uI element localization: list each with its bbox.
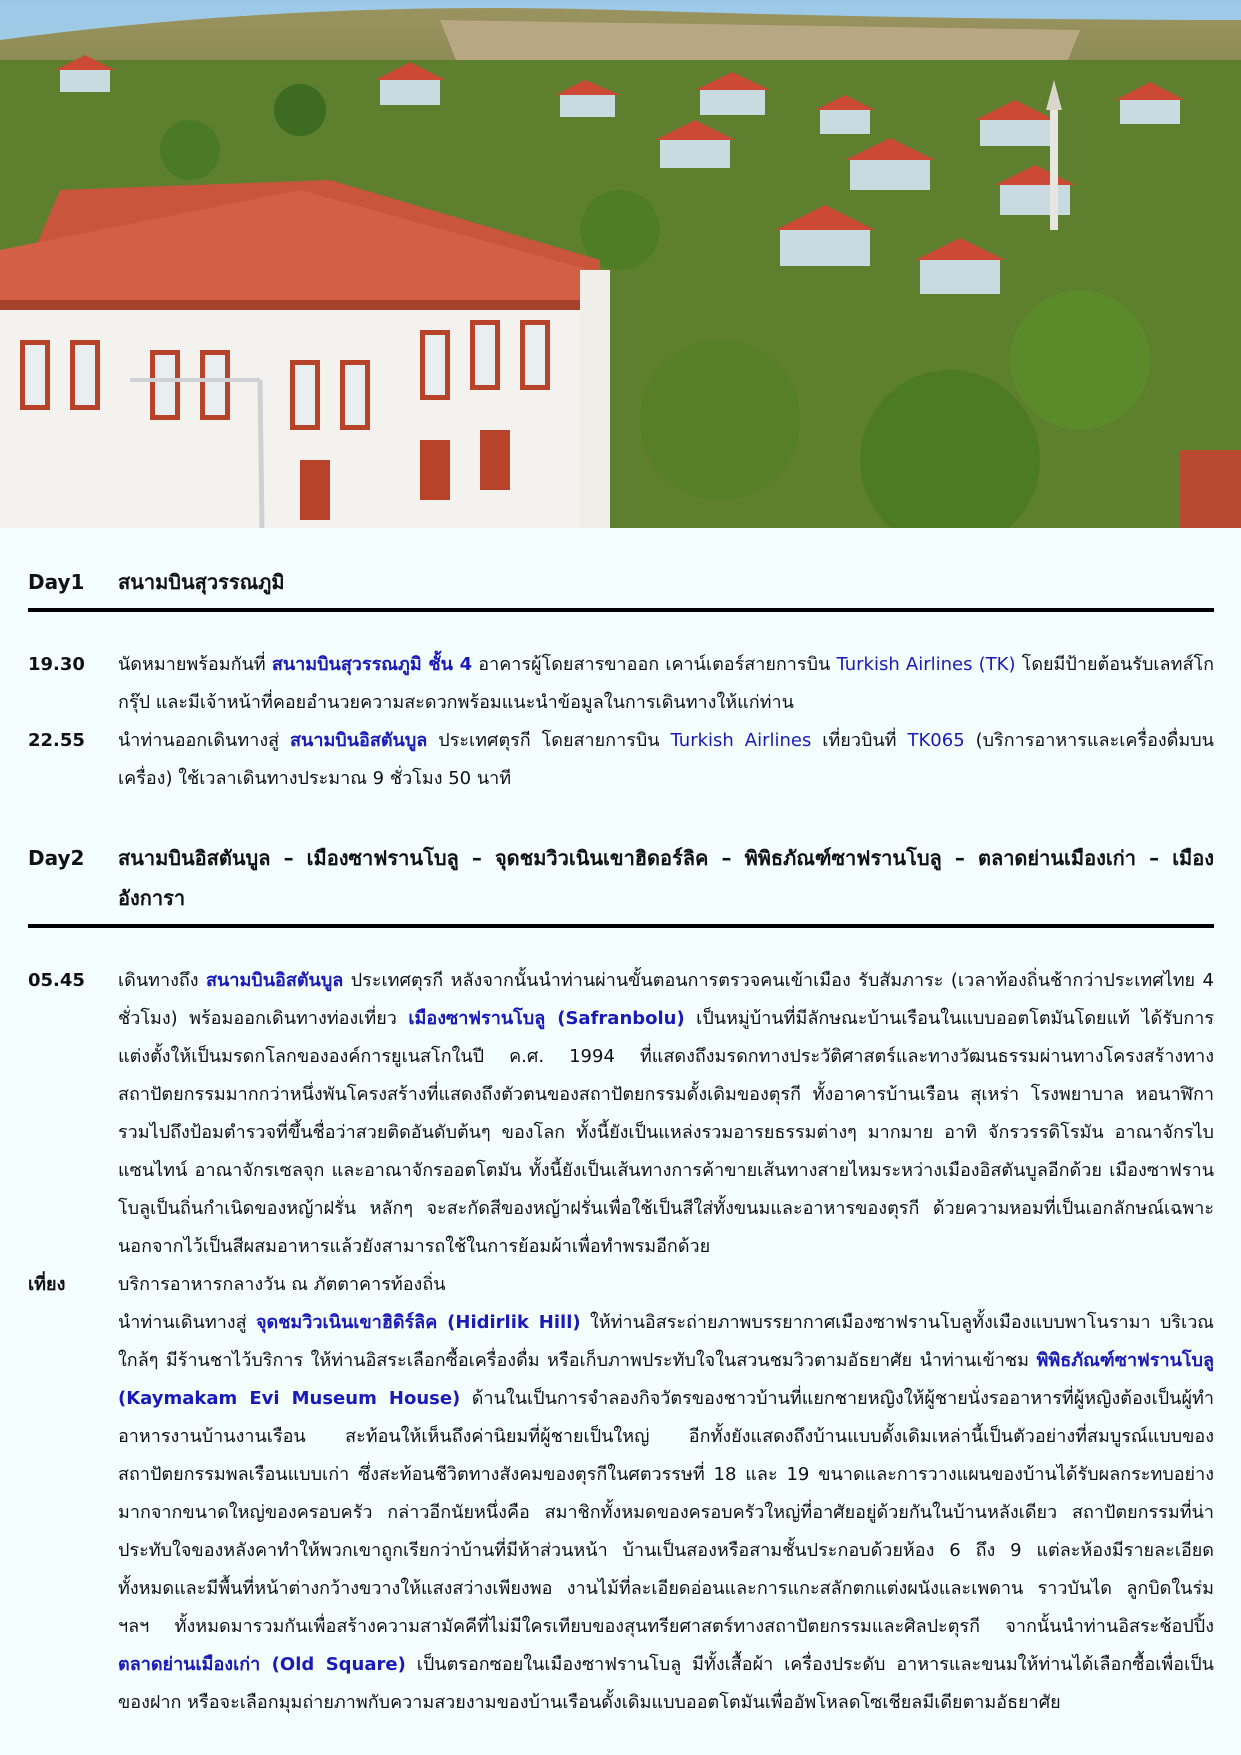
day2-label: Day2 [28, 846, 85, 870]
day2-header [28, 838, 1214, 918]
entry-time: เที่ยง [28, 1274, 66, 1295]
highlighted-place: สนามบินอิสตันบูล [290, 730, 428, 751]
itinerary-entry [28, 1266, 1214, 1304]
day1-title: สนามบินสุวรรณภูมิ [118, 570, 285, 594]
entry-text-segment: บริการอาหารกลางวัน ณ ภัตตาคารท้องถิ่น [118, 1274, 446, 1295]
itinerary-entry [28, 646, 1214, 722]
entry-text-segment: โดยมีป้ายต้อนรับเลทส์โกกรุ๊ป และมีเจ้าหน้าที่คอยอำนวยความสะดวกพร้อมแนะนำข้อมูลในการเดินทางให้แก่ท่าน [118, 654, 1215, 713]
highlighted-airline-info: TK065 [907, 730, 965, 751]
entry-text-segment: ประเทศตุรกี โดยสายการบิน [427, 730, 671, 751]
highlighted-airline-info: Turkish Airlines (TK) [836, 654, 1016, 675]
itinerary-entry [28, 962, 1214, 1266]
highlighted-place: จุดชมวิวเนินเขาฮิดิร์ลิค (Hidirlik Hill) [255, 1312, 581, 1333]
entry-text-segment: นัดหมายพร้อมกันที่ [118, 654, 272, 675]
entry-text-segment: (บริการอาหารและเครื่องดื่มบนเครื่อง) ใช้เวลาเดินทางประมาณ 9 ชั่วโมง 50 นาที [118, 730, 1214, 789]
entry-time: 19.30 [28, 654, 85, 675]
safranbolu-hero-image [0, 0, 1241, 528]
day1-entries [28, 646, 1214, 798]
entry-text [118, 1266, 1214, 1304]
entry-text [118, 722, 1214, 798]
entry-text-segment: อาคารผู้โดยสารขาออก เคาน์เตอร์สายการบิน [472, 654, 837, 675]
itinerary-content [28, 562, 1214, 1722]
day2-entries [28, 962, 1214, 1722]
entry-text-segment: เป็นหมู่บ้านที่มีลักษณะบ้านเรือนในแบบออตโตมันโดยแท้ ได้รับการแต่งตั้งให้เป็นมรดกโลกขององค์การยูเนสโกในปี ค.ศ. 1994 ที่แสดงถึงมรดกทางประวัติศาสตร์และทางวัฒนธรรมผ่านทางโครงสร้างทางสถาปัตยกรรมมากกว่าหนึ่งพันโครงสร้างที่แสดงถึงตัวตนของสถาปัตยกรรมดั้งเดิมของตุรกี ทั้งอาคารบ้านเรือน สุเหร่า โรงพยาบาล หอนาฬิการวมไปถึงป้อมตำรวจที่ขึ้นชื่อว่าสวยติดอันดับต้นๆ ของโลก ทั้งนี้ยังเป็นแหล่งรวมอารยธรรมต่างๆ มากมาย อาทิ จักรวรรดิโรมัน อาณาจักรไบแซนไทน์ อาณาจักรเซลจุก และอาณาจักรออตโตมัน ทั้งนี้ยังเป็นเส้นทางการค้าขายเส้นทางสายไหมระหว่างเมืองอิสตันบูลอีกด้วย เมืองซาฟรานโบลูเป็นถิ่นกำเนิดของหญ้าฝรั่น หลักๆ จะสะกัดสีของหญ้าฝรั่นเพื่อใช้เป็นสีใส่ทั้งขนมและอาหารของตุรกี ด้วยความหอมที่เป็นเอกลักษณ์เฉพาะนอกจากไว้เป็นสีผสมอาหารแล้วยังสามารถใช้ในการย้อมผ้าเพื่อทำพรมอีกด้วย [118, 1008, 1215, 1257]
entry-text-segment: ให้ท่านอิสระถ่ายภาพบรรยากาศเมืองซาฟรานโบลูทั้งเมืองแบบพาโนรามา บริเวณใกล้ๆ มีร้านชาไว้บริการ ให้ท่านอิสระเลือกซื้อเครื่องดื่ม หรือเก็บภาพประทับใจในสวนชมวิวตามอัธยาศัย นำท่านเข้าชม [118, 1312, 1215, 1371]
entry-text [118, 646, 1214, 722]
entry-time: 22.55 [28, 730, 85, 751]
highlighted-place: ตลาดย่านเมืองเก่า (Old Square) [118, 1654, 406, 1675]
entry-text-segment: นำท่านเดินทางสู่ [118, 1312, 256, 1333]
highlighted-place: เมืองซาฟรานโบลู (Safranbolu) [408, 1008, 685, 1029]
entry-text-segment: เที่ยวบินที่ [811, 730, 908, 751]
entry-text-segment: เดินทางถึง [118, 970, 207, 991]
day2-title: สนามบินอิสตันบูล – เมืองซาฟรานโบลู – จุดชมวิวเนินเขาฮิดอร์ลิค – พิพิธภัณฑ์ซาฟรานโบลู – ตลาดย่านเมืองเก่า – เมืองอังการา [118, 846, 1214, 910]
itinerary-entry [28, 1304, 1214, 1722]
entry-text-segment: ประเทศตุรกี หลังจากนั้นนำท่านผ่านขั้นตอนการตรวจคนเข้าเมือง รับสัมภาระ (เวลาท้องถิ่นช้ากว่าประเทศไทย 4 ชั่วโมง) พร้อมออกเดินทางท่องเที่ยว [118, 970, 1214, 1029]
entry-text-segment: ด้านในเป็นการจำลองกิจวัตรของชาวบ้านที่แยกชายหญิงให้ผู้ชายนั่งรออาหารที่ผู้หญิงต้องเป็นผู้ทำอาหารงานบ้านงานเรือน สะท้อนให้เห็นถึงค่านิยมที่ผู้ชายเป็นใหญ่ อีกทั้งยังแสดงถึงบ้านแบบดั้งเดิมเหล่านี้เป็นตัวอย่างที่สมบูรณ์แบบของสถาปัตยกรรมพลเรือนแบบเก่า ซึ่งสะท้อนชีวิตทางสังคมของตุรกีในศตวรรษที่ 18 และ 19 ขนาดและการวางแผนของบ้านได้รับผลกระทบอย่างมากจากขนาดใหญ่ของครอบครัว กล่าวอีกนัยหนึ่งคือ สมาชิกทั้งหมดของครอบครัวใหญ่ที่อาศัยอยู่ด้วยกันในบ้านหลังเดียว สถาปัตยกรรมที่น่าประทับใจของหลังคาทำให้พวกเขาถูกเรียกว่าบ้านที่มีห้าส่วนหน้า บ้านเป็นสองหรือสามชั้นประกอบด้วยห้อง 6 ถึง 9 แต่ละห้องมีรายละเอียดทั้งหมดและมีพื้นที่หน้าต่างกว้างขวางให้แสงสว่างเพียงพอ งานไม้ที่ละเอียดอ่อนและการแกะสลักตกแต่งผนังและเพดาน ราวบันได ลูกบิดในร่ม ฯลฯ ทั้งหมดมารวมกันเพื่อสร้างความสามัคคีที่ไม่มีใครเทียบของสุนทรียศาสตร์ทางสถาปัตยกรรมและศิลปะตุรกี จากนั้นนำท่านอิสระช้อปปิ้ง [118, 1388, 1214, 1637]
day1-header [28, 562, 1214, 602]
entry-text [118, 1304, 1214, 1722]
highlighted-place: สนามบินอิสตันบูล [206, 970, 344, 991]
day1-label: Day1 [28, 570, 85, 594]
entry-text [118, 962, 1214, 1266]
highlighted-airline-info: Turkish Airlines [670, 730, 812, 751]
entry-text-segment: เป็นตรอกซอยในเมืองซาฟรานโบลู มีทั้งเสื้อผ้า เครื่องประดับ อาหารและขนมให้ท่านได้เลือกซื้อเพื่อเป็นของฝาก หรือจะเลือกมุมถ่ายภาพกับความสวยงามของบ้านเรือนดั้งเดิมแบบออตโตมันเพื่ออัพโหลดโซเชียลมีเดียตามอัธยาศัย [118, 1654, 1214, 1713]
entry-time: 05.45 [28, 970, 85, 991]
day2-divider [28, 924, 1214, 928]
day1-divider [28, 608, 1214, 612]
highlighted-place: สนามบินสุวรรณภูมิ ชั้น 4 [271, 654, 473, 675]
entry-text-segment: นำท่านออกเดินทางสู่ [118, 730, 291, 751]
highlighted-place: พิพิธภัณฑ์ซาฟรานโบลู (Kaymakam Evi Museum House) [118, 1350, 1214, 1409]
itinerary-entry [28, 722, 1214, 798]
